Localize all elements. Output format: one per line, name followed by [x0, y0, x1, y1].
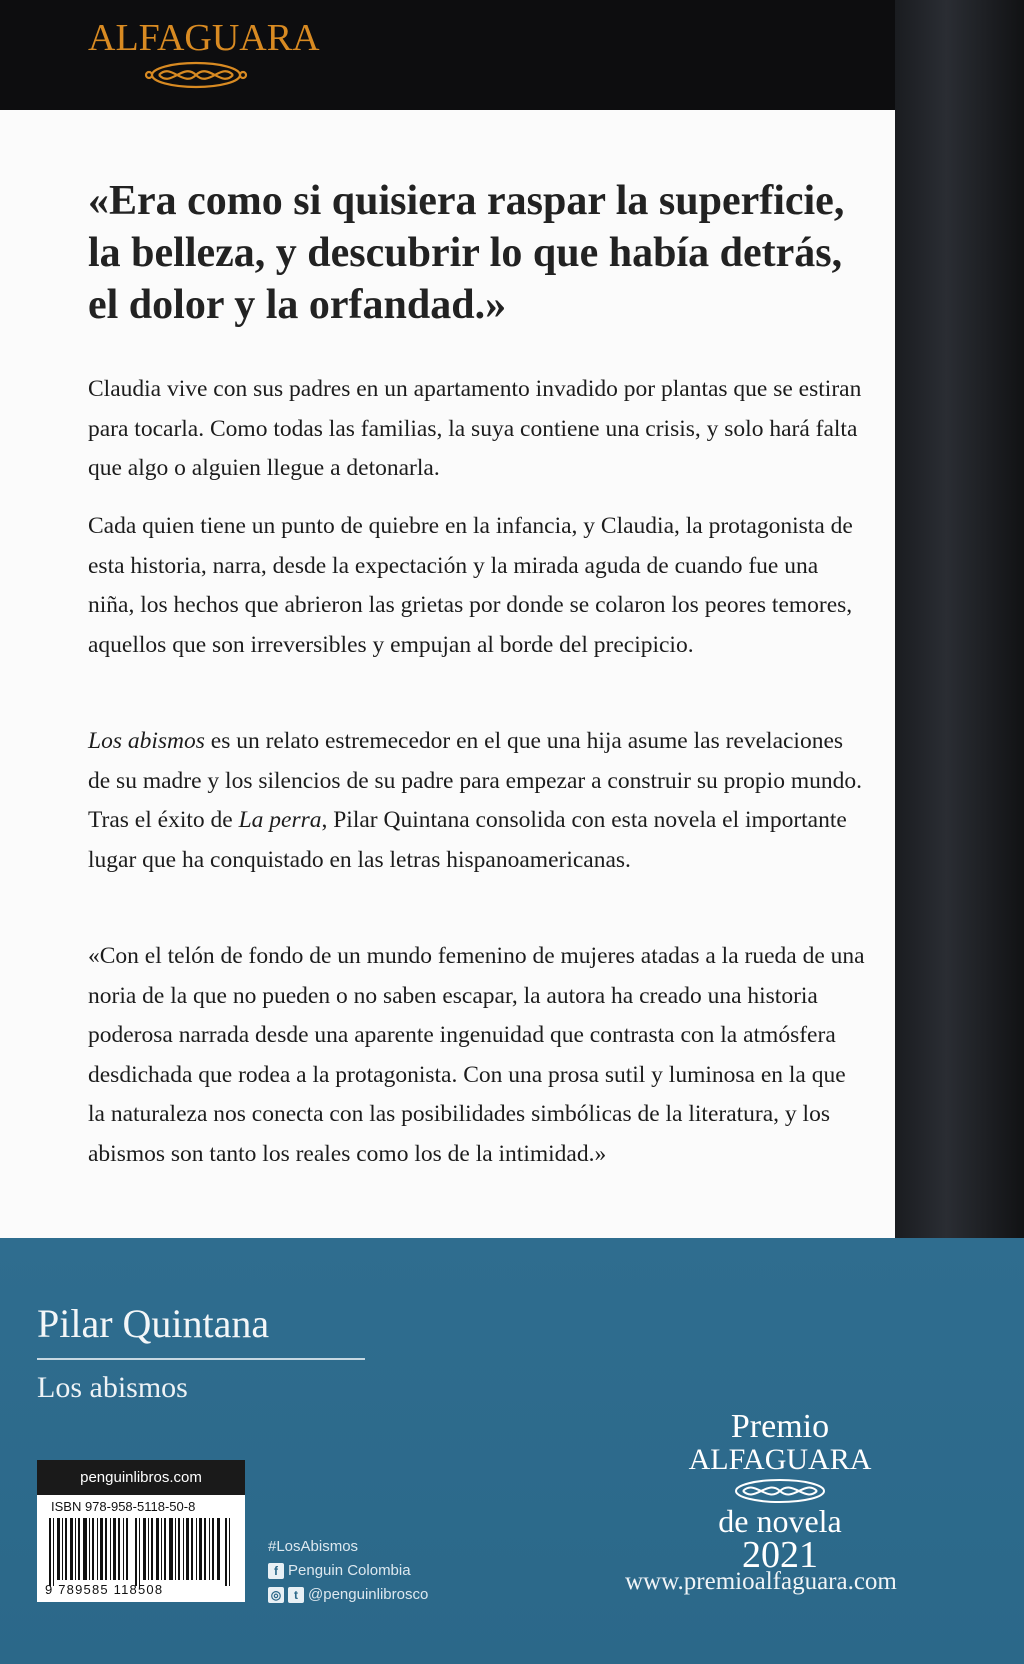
blurb-paragraph-3-text-b: , Pilar Quintana consolida con esta novela el importante lugar que ha conquistado en las letras hispanoamericanas.	[88, 807, 847, 873]
isbn-text: ISBN 978-958-5118-50-8	[51, 1499, 196, 1514]
pull-quote: «Era como si quisiera raspar la superficie, la belleza, y descubrir lo que había detrás, el dolor y la orfandad.»	[88, 178, 845, 328]
handle-row	[268, 1583, 428, 1607]
award-year: 2021	[742, 1534, 818, 1576]
facebook-account: Penguin Colombia	[288, 1562, 411, 1579]
barcode-box	[37, 1460, 245, 1602]
barcode-digits: 9 789585 118508	[45, 1582, 164, 1597]
publisher-site: penguinlibros.com	[37, 1460, 245, 1495]
award-url: www.premioalfaguara.com	[625, 1568, 897, 1595]
book-title-italic: Los abismos	[88, 728, 205, 754]
publisher-logo-text: ALFAGUARA	[88, 17, 320, 59]
hashtag-row	[268, 1535, 428, 1559]
twitter-icon: t	[288, 1587, 304, 1603]
barcode-icon	[47, 1518, 235, 1586]
blurb-paragraph-3	[88, 722, 868, 880]
facebook-row	[268, 1559, 428, 1583]
facebook-icon: f	[268, 1563, 284, 1579]
book-title: Los abismos	[37, 1371, 188, 1404]
hashtag: #LosAbismos	[268, 1538, 359, 1555]
award-line-3: de novela	[718, 1503, 842, 1539]
social-handle: @penguinlibrosco	[308, 1586, 429, 1603]
social-block	[268, 1535, 428, 1607]
blurb-paragraph-3-text-a: es un relato estremecedor en el que una hija asume las revelaciones de su madre y los silencios de su padre para empezar a construir su propio mundo. Tras el éxito de	[88, 728, 862, 833]
publisher-logo	[88, 17, 320, 92]
blurb-paragraph-4: «Con el telón de fondo de un mundo femenino de mujeres atadas a la rueda de una noria de la que no pueden o no saben escapar, la autora ha creado una historia poderosa narrada desde una aparente ingenuidad que contrasta con la atmósfera desdichada que rodea a la protagonista. Con una prosa sutil y luminosa en la que la naturaleza nos conecta con las posibilidades simbólicas de la literatura, y los abismos son tanto los reales como los de la intimidad.»	[88, 943, 865, 1167]
award-ornament-icon	[725, 1476, 835, 1506]
ornament-icon	[141, 58, 251, 92]
blurb-paragraph-1: Claudia vive con sus padres en un apartamento invadido por plantas que se estiran para tocarla. Como todas las familias, la suya contiene una crisis, y solo hará falta que algo o alguien llegue a detonarla.	[88, 376, 862, 481]
other-book-title-italic: La perra	[238, 807, 322, 833]
award-line-1: Premio	[730, 1408, 830, 1445]
author-name: Pilar Quintana	[37, 1301, 270, 1346]
instagram-icon: ◎	[268, 1587, 284, 1603]
award-line-2: ALFAGUARA	[688, 1443, 872, 1476]
award-logo	[675, 1410, 885, 1574]
blurb-paragraph-2: Cada quien tiene un punto de quiebre en la infancia, y Claudia, la protagonista de esta historia, narra, desde la expectación y la mirada aguda de cuando fue una niña, los hechos que abrieron las grietas por donde se colaron los peores temores, aquellos que son irreversibles y empujan al borde del precipicio.	[88, 513, 853, 658]
divider	[37, 1358, 365, 1360]
